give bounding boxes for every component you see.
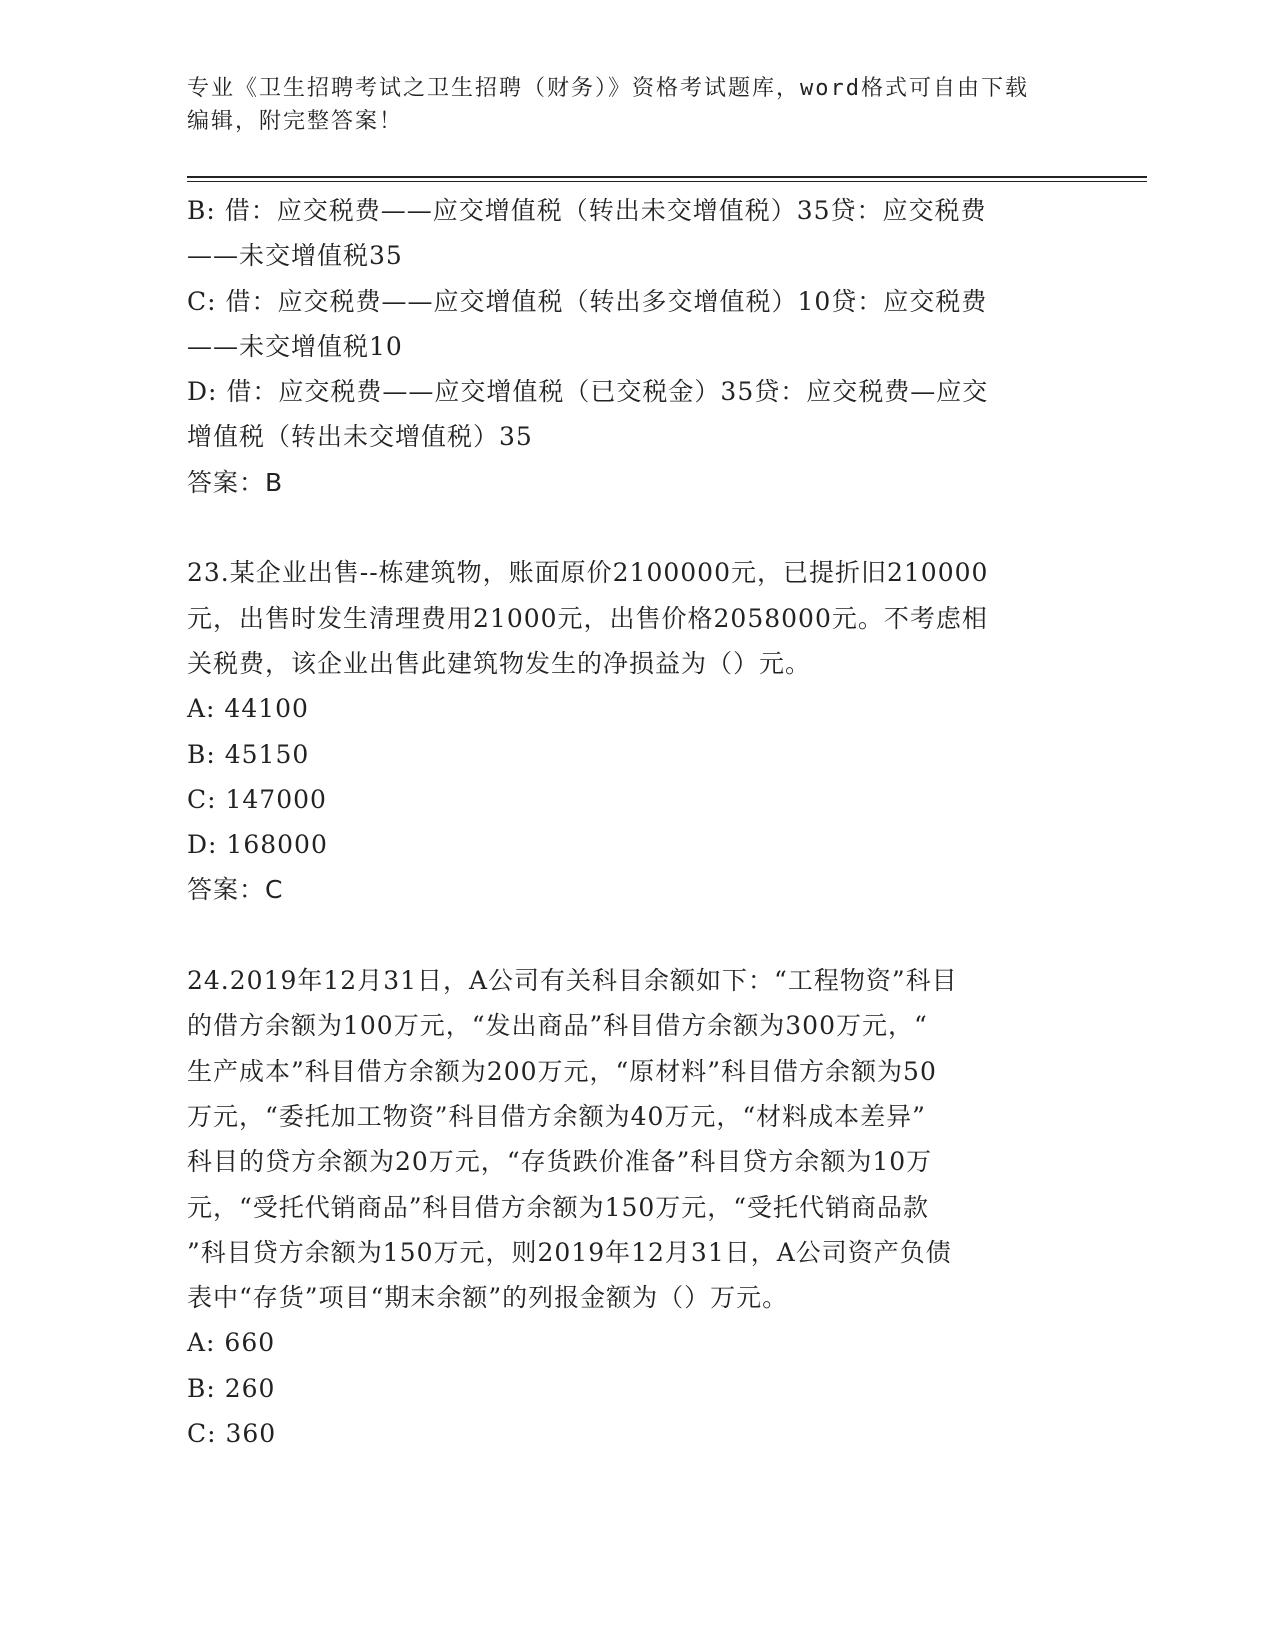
document-body (187, 188, 1087, 1456)
question-24 (187, 958, 1087, 1456)
header-line-1: 专业《卫生招聘考试之卫生招聘（财务）》资格考试题库，word格式可自由下载 (187, 76, 1029, 101)
option-d-line-1: D: 借：应交税费——应交增值税（已交税金）35贷：应交税费—应交 (187, 377, 989, 407)
option-b-line-2: ——未交增值税35 (187, 241, 403, 271)
document-header (187, 72, 1067, 138)
option-b-line-1: B: 借：应交税费——应交增值税（转出未交增值税）35贷：应交税费 (187, 196, 987, 225)
question-23-option-b: B: 45150 (187, 739, 310, 769)
question-24-line-2: 的借方余额为100万元，“发出商品”科目借方余额为300万元，“ (187, 1011, 928, 1041)
question-24-line-6: 元，“受托代销商品”科目借方余额为150万元，“受托代销商品款 (187, 1192, 930, 1222)
answer-23: 答案：C (187, 875, 284, 905)
question-23-option-c: C: 147000 (187, 784, 327, 814)
question-24-line-7: ”科目贷方余额为150万元，则2019年12月31日，A公司资产负债 (187, 1237, 952, 1267)
option-c-line-1: C: 借：应交税费——应交增值税（转出多交增值税）10贷：应交税费 (187, 286, 988, 316)
header-divider-thick (187, 176, 1147, 178)
header-divider-thin (187, 181, 1147, 182)
question-23-line-1: 23.某企业出售--栋建筑物，账面原价2100000元，已提折旧210000 (187, 558, 989, 588)
question-24-option-c: C: 360 (187, 1419, 277, 1449)
question-24-line-5: 科目的贷方余额为20万元，“存货跌价准备”科目贷方余额为10万 (187, 1147, 933, 1177)
question-24-line-3: 生产成本”科目借方余额为200万元，“原材料”科目借方余额为50 (187, 1056, 937, 1086)
question-23 (187, 550, 1087, 912)
option-d-line-2: 增值税（转出未交增值税）35 (187, 422, 533, 452)
question-24-option-b: B: 260 (187, 1373, 276, 1403)
question-24-option-a: A: 660 (187, 1328, 276, 1358)
option-c-line-2: ——未交增值税10 (187, 331, 403, 361)
spacer (187, 505, 1087, 550)
spacer (187, 913, 1087, 958)
answer-22: 答案：B (187, 467, 284, 497)
question-23-line-2: 元，出售时发生清理费用21000元，出售价格2058000元。不考虑相 (187, 603, 988, 633)
question-23-line-3: 关税费，该企业出售此建筑物发生的净损益为（）元。 (187, 648, 812, 678)
question-23-option-a: A: 44100 (187, 694, 309, 724)
header-line-2: 编辑，附完整答案！ (187, 109, 404, 134)
question-24-line-8: 表中“存货”项目“期末余额”的列报金额为（）万元。 (187, 1283, 789, 1313)
question-24-line-1: 24.2019年12月31日，A公司有关科目余额如下：“工程物资”科目 (187, 966, 958, 996)
question-23-option-d: D: 168000 (187, 830, 328, 860)
question-22-continued (187, 188, 1087, 505)
question-24-line-4: 万元，“委托加工物资”科目借方余额为40万元，“材料成本差异” (187, 1101, 926, 1131)
